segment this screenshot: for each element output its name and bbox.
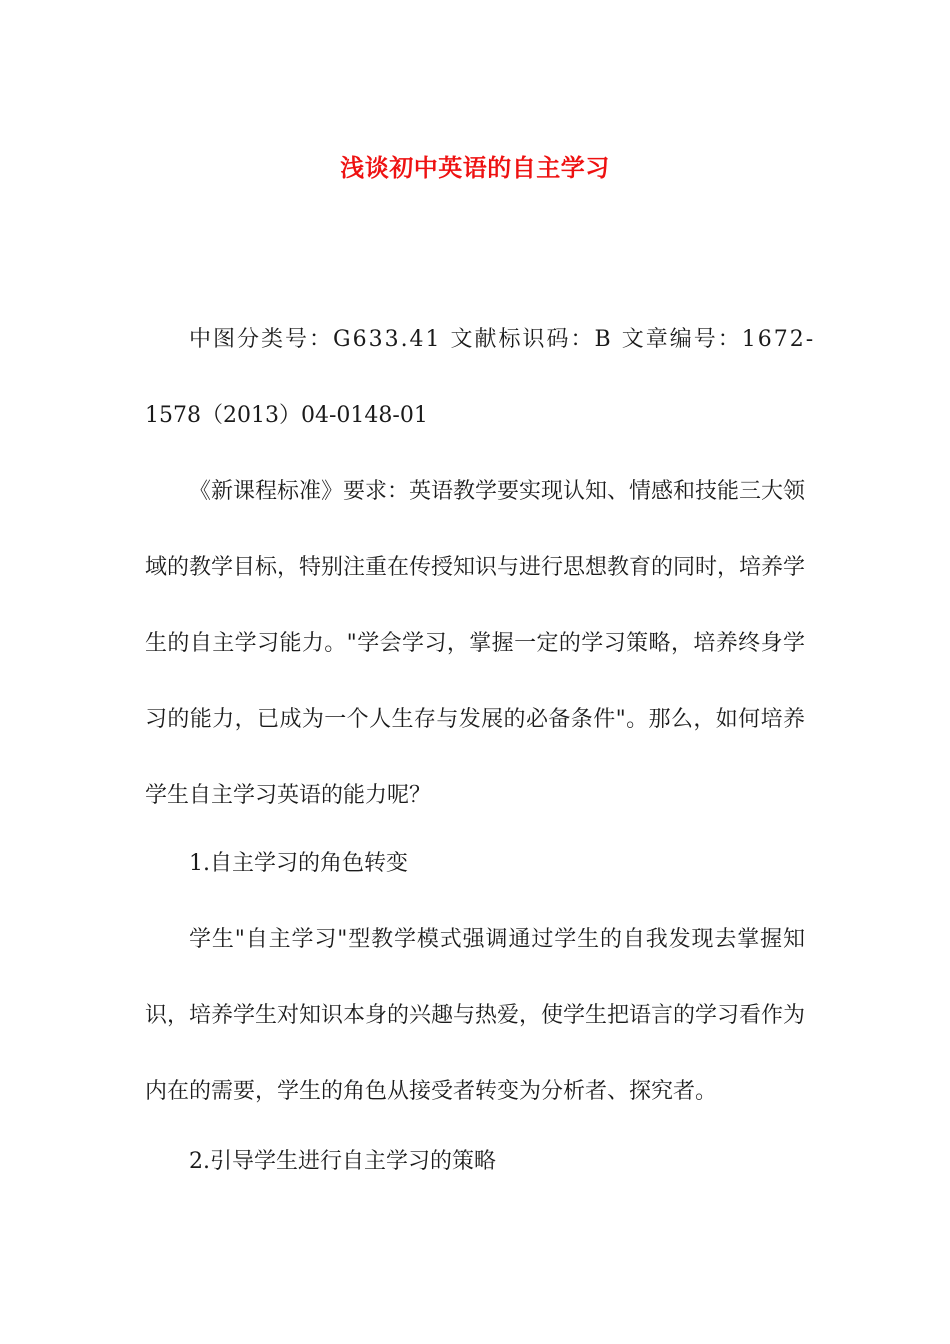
section-heading-2: 2.引导学生进行自主学习的策略 bbox=[189, 1149, 496, 1174]
classification-info-line2: 1578（2013）04-0148-01 bbox=[145, 403, 428, 428]
section-heading-1: 1.自主学习的角色转变 bbox=[189, 851, 408, 876]
classification-info-line1: 中图分类号：G633.41 文献标识码：B 文章编号：1672- bbox=[189, 327, 816, 352]
document-title: 浅谈初中英语的自主学习 bbox=[340, 153, 610, 183]
intro-paragraph: 《新课程标准》要求：英语教学要实现认知、情感和技能三大领域的教学目标，特别注重在传授知识与进行思想教育的同时，培养学生的自主学习能力。"学会学习，掌握一定的学习策略，培养终身学习的能力，已成为一个人生存与发展的必备条件"。那么，如何培养学生自主学习英语的能力呢？ bbox=[145, 479, 806, 808]
section-1-body: 学生"自主学习"型教学模式强调通过学生的自我发现去掌握知识，培养学生对知识本身的兴趣与热爱，使学生把语言的学习看作为内在的需要，学生的角色从接受者转变为分析者、探究者。 bbox=[145, 927, 806, 1104]
